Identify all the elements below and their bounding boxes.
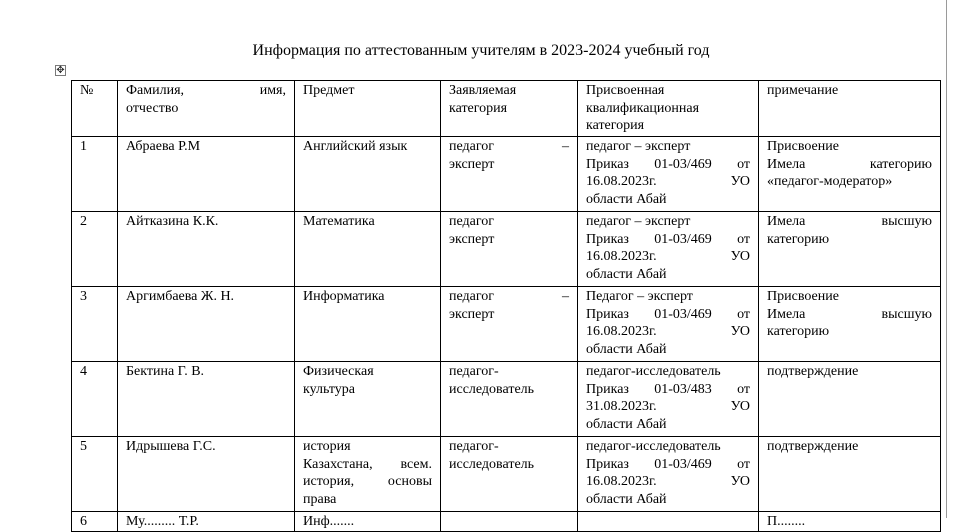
cell-num: 5 [72, 437, 118, 512]
cell-num: 6 [72, 512, 118, 532]
header-name: Фамилия, имя, отчество [118, 81, 295, 137]
page-edge [946, 0, 947, 518]
header-declared-category: Заявляемая категория [441, 81, 578, 137]
cell-note: Присвоение Имела категорию «педагог-модератор» [759, 137, 941, 212]
table-row [72, 512, 941, 532]
cell-name: Абраева Р.М [118, 137, 295, 212]
header-note: примечание [759, 81, 941, 137]
cell-subject: история Казахстана, всем. история, основы права [295, 437, 441, 512]
cell-name: Аргимбаева Ж. Н. [118, 287, 295, 362]
cell-assigned: педагог – эксперт Приказ 01-03/469 от 16.08.2023г. УО области Абай [578, 212, 759, 287]
cell-name: Му......... Т.Р. [118, 512, 295, 532]
cell-note: П........ [759, 512, 941, 532]
cell-subject: Информатика [295, 287, 441, 362]
cell-declared [441, 512, 578, 532]
cell-declared: педагог- исследователь [441, 437, 578, 512]
cell-num: 2 [72, 212, 118, 287]
cell-note: подтверждение [759, 437, 941, 512]
cell-assigned: педагог-исследователь Приказ 01-03/483 от 31.08.2023г. УО области Абай [578, 362, 759, 437]
header-subject: Предмет [295, 81, 441, 137]
cell-name: Идрышева Г.С. [118, 437, 295, 512]
table-row [72, 437, 941, 512]
table-header-row [72, 81, 941, 137]
cell-subject: Английский язык [295, 137, 441, 212]
cell-declared: педагог – эксперт [441, 137, 578, 212]
table-row [72, 287, 941, 362]
cell-subject: Инф....... [295, 512, 441, 532]
cell-declared: педагог – эксперт [441, 287, 578, 362]
cell-assigned: Педагог – эксперт Приказ 01-03/469 от 16.08.2023г. УО области Абай [578, 287, 759, 362]
cell-name: Бектина Г. В. [118, 362, 295, 437]
cell-note: Имела высшую категорию [759, 212, 941, 287]
table-row [72, 212, 941, 287]
header-num: № [72, 81, 118, 137]
table-row [72, 137, 941, 212]
cell-note: Присвоение Имела высшую категорию [759, 287, 941, 362]
cell-name: Айтказина К.К. [118, 212, 295, 287]
cell-assigned [578, 512, 759, 532]
header-assigned-category: Присвоенная квалификационная категория [578, 81, 759, 137]
table-move-handle-icon[interactable]: ✥ [56, 65, 65, 76]
cell-assigned: педагог-исследователь Приказ 01-03/469 от 16.08.2023г. УО области Абай [578, 437, 759, 512]
cell-assigned: педагог – эксперт Приказ 01-03/469 от 16.08.2023г. УО области Абай [578, 137, 759, 212]
cell-subject: Физическая культура [295, 362, 441, 437]
cell-declared: педагог- исследователь [441, 362, 578, 437]
cell-note: подтверждение [759, 362, 941, 437]
document-title: Информация по аттестованным учителям в 2023-2024 учебный год [252, 42, 710, 59]
cell-num: 4 [72, 362, 118, 437]
table-row [72, 362, 941, 437]
cell-declared: педагог эксперт [441, 212, 578, 287]
cell-num: 1 [72, 137, 118, 212]
cell-num: 3 [72, 287, 118, 362]
teachers-table [71, 80, 941, 532]
cell-subject: Математика [295, 212, 441, 287]
